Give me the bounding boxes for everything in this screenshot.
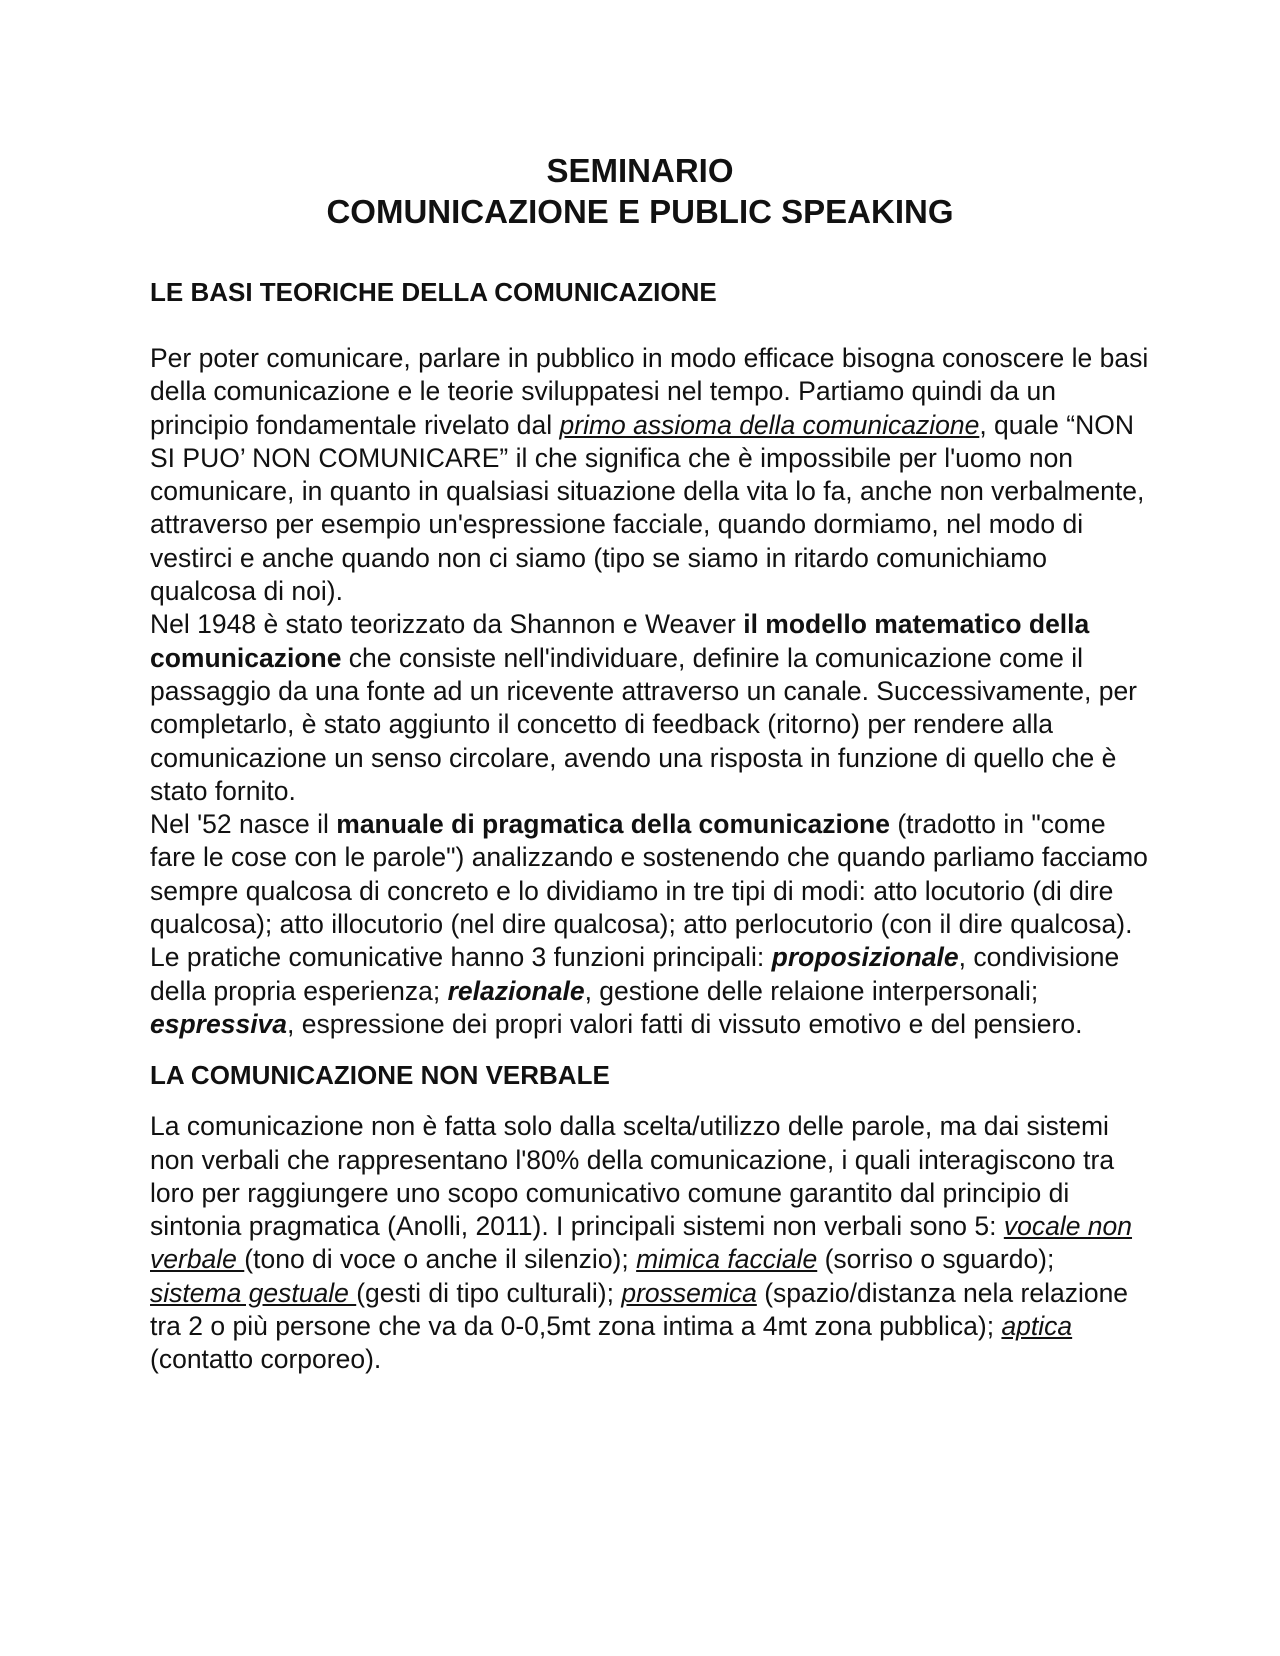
bold-term-manuale-pragmatica: manuale di pragmatica della comunicazione [336, 809, 890, 840]
paragraph-primo-assioma [150, 342, 1150, 608]
paragraph-modello-matematico [150, 608, 1150, 808]
document-title [0, 150, 1280, 232]
term-espressiva: espressiva [150, 1008, 288, 1039]
text-run: Nel '52 nasce il [150, 809, 337, 840]
bold-term-modello-matematico: il modello matematico della comunicazione [150, 609, 1090, 673]
text-run: Per poter comunicare, parlare in pubblico in modo efficace bisogna conoscere le basi della comunicazione e le teorie sviluppatesi nel tempo. Partiamo quindi da un principio fondamentale rivelato dal [150, 343, 1149, 440]
paragraph-sistemi-non-verbali [150, 1110, 1150, 1376]
section-heading-non-verbale: LA COMUNICAZIONE NON VERBALE [150, 1060, 610, 1091]
text-run: (tradotto in "come fare le cose con le parole") analizzando e sostenendo che quando parliamo facciamo sempre qualcosa di concreto e lo dividiamo in tre tipi di modi: atto locutorio (di dire qualcosa); atto illocutorio (nel dire qualcosa); atto perlocutorio (con il dire qualcosa). Le pratiche comunicative hanno 3 funzioni principali: [150, 809, 1148, 973]
title-line-1: SEMINARIO [546, 152, 734, 189]
term-mimica-facciale: mimica facciale [636, 1244, 818, 1275]
term-relazionale: relazionale [447, 975, 585, 1006]
text-run: (gesti di tipo culturali); [356, 1277, 622, 1308]
text-run: che consiste nell'individuare, definire la comunicazione come il passaggio da una fonte ad un ricevente attraverso un canale. Successivamente, per completarlo, è stato aggiunto il concetto di feedback (ritorno) per rendere alla comunicazione un senso circolare, avendo una risposta in funzione di quello che è stato fornito. [150, 642, 1138, 806]
text-run: , quale “NON SI PUO’ NON COMUNICARE” il che significa che è impossibile per l'uomo non comunicare, in quanto in qualsiasi situazione della vita lo fa, anche non verbalmente, attraverso per esempio un'espressione facciale, quando dormiamo, nel modo di vestirci e anche quando non ci siamo (tipo se siamo in ritardo comunichiamo qualcosa di noi). [150, 409, 1145, 607]
title-line-2: COMUNICAZIONE E PUBLIC SPEAKING [326, 193, 954, 230]
text-run: La comunicazione non è fatta solo dalla scelta/utilizzo delle parole, ma dai sistemi non verbali che rappresentano l'80% della comunicazione, i quali interagiscono tra loro per raggiungere uno scopo comunicativo comune garantito dal principio di sintonia pragmatica (Anolli, 2011). I principali sistemi non verbali sono 5: [150, 1111, 1115, 1242]
term-prossemica: prossemica [621, 1277, 757, 1308]
paragraph-manuale-pragmatica [150, 808, 1150, 1041]
text-run: , espressione dei propri valori fatti di vissuto emotivo e del pensiero. [287, 1008, 1083, 1039]
text-run: , gestione delle relaione interpersonali; [584, 975, 1039, 1006]
text-run: (spazio/distanza nela relazione tra 2 o più persone che va da 0-0,5mt zona intima a 4mt zona pubblica); [150, 1277, 1129, 1342]
text-run: (contatto corporeo). [150, 1344, 382, 1375]
text-run: (tono di voce o anche il silenzio); [244, 1244, 637, 1275]
term-sistema-gestuale: sistema gestuale [150, 1277, 357, 1308]
primo-assioma-link[interactable]: primo assioma della comunicazione [559, 409, 980, 440]
term-proposizionale: proposizionale [771, 942, 959, 973]
section-heading-basi-teoriche: LE BASI TEORICHE DELLA COMUNICAZIONE [150, 277, 717, 307]
term-vocale-non-verbale: vocale non verbale [150, 1211, 1133, 1275]
document-body [150, 276, 1150, 1377]
text-run: (sorriso o sguardo); [817, 1244, 1055, 1275]
term-aptica: aptica [1001, 1311, 1073, 1342]
text-run: , condivisione della propria esperienza; [150, 942, 1120, 1006]
text-run: Nel 1948 è stato teorizzato da Shannon e Weaver [150, 609, 744, 640]
